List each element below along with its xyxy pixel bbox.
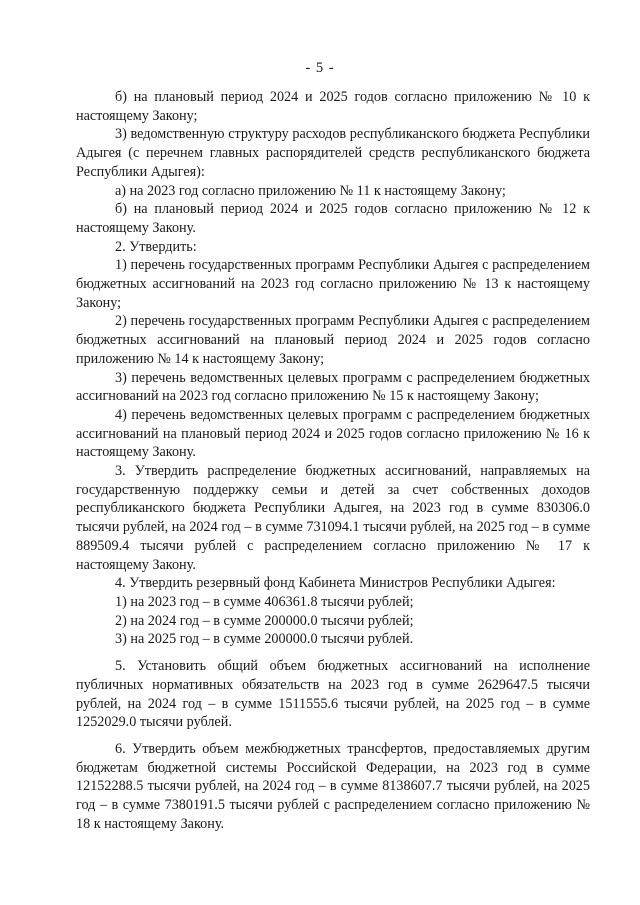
- paragraph-appendix-12: б) на плановый период 2024 и 2025 годов согласно приложению № 12 к настоящему Закону.: [76, 201, 590, 236]
- paragraph-appendix-13: 1) перечень государственных программ Республики Адыгея с распределением бюджетных ассигнований на 2023 год согласно приложению № 13 к настоящему Закону;: [76, 257, 590, 311]
- paragraph-appendix-16: 4) перечень ведомственных целевых программ с распределением бюджетных ассигнований на плановый период 2024 и 2025 годов согласно приложению № 16 к настоящему Закону.: [76, 406, 590, 461]
- paragraph-reserve-2025: 3) на 2025 год – в сумме 200000.0 тысячи рублей.: [115, 631, 414, 648]
- paragraph-appendix-10: б) на плановый период 2024 и 2025 годов согласно приложению № 10 к настоящему Закону;: [76, 89, 590, 124]
- paragraph-reserve-2024: 2) на 2024 год – в сумме 200000.0 тысячи рублей;: [115, 612, 414, 629]
- paragraph-departmental-structure: 3) ведомственную структуру расходов республиканского бюджета Республики Адыгея (с перечнем главных распорядителей средств республиканского бюджета Республики Адыгея):: [76, 126, 590, 180]
- document-body: [76, 88, 590, 833]
- paragraph-approve-heading: 2. Утвердить:: [115, 238, 197, 255]
- paragraph-family-support: 3. Утвердить распределение бюджетных ассигнований, направляемых на государственную поддержку семьи и детей за счет собственных доходов республиканского бюджета Республики Адыгея, на 2023 год в сумме 830306.0 тысячи рублей, на 2024 год – в сумме 731094.1 тысячи рублей, на 2025 год – в сумме 889509.4 тысячи рублей с распределением согласно приложению № 17 к настоящему Закону.: [76, 463, 590, 573]
- paragraph-appendix-11: а) на 2023 год согласно приложению № 11 к настоящему Закону;: [115, 182, 506, 199]
- page-number: - 5 -: [305, 60, 335, 76]
- paragraph-public-obligations: 5. Установить общий объем бюджетных ассигнований на исполнение публичных нормативных обязательств на 2023 год в сумме 2629647.5 тысячи рублей, на 2024 год – в сумме 1511555.6 тысячи рублей, на 2025 год – в сумме 1252029.0 тысячи рублей.: [76, 658, 590, 731]
- paragraph-reserve-2023: 1) на 2023 год – в сумме 406361.8 тысячи рублей;: [115, 593, 414, 610]
- paragraph-interbudget-transfers: 6. Утвердить объем межбюджетных трансфертов, предоставляемых другим бюджетам бюджетной системы Российской Федерации, на 2023 год в сумме 12152288.5 тысячи рублей, на 2024 год – в сумме 8138607.7 тысячи рублей, на 2025 год – в сумме 7380191.5 тысячи рублей с распределением согласно приложению № 18 к настоящему Закону.: [76, 740, 590, 832]
- paragraph-appendix-15: 3) перечень ведомственных целевых программ с распределением бюджетных ассигнований на 2023 год согласно приложению № 15 к настоящему Закону;: [76, 369, 590, 405]
- paragraph-appendix-14: 2) перечень государственных программ Республики Адыгея с распределением бюджетных ассигнований на плановый период 2024 и 2025 годов согласно приложению № 14 к настоящему Закону;: [76, 313, 590, 367]
- paragraph-reserve-fund: 4. Утвердить резервный фонд Кабинета Министров Республики Адыгея:: [115, 575, 556, 592]
